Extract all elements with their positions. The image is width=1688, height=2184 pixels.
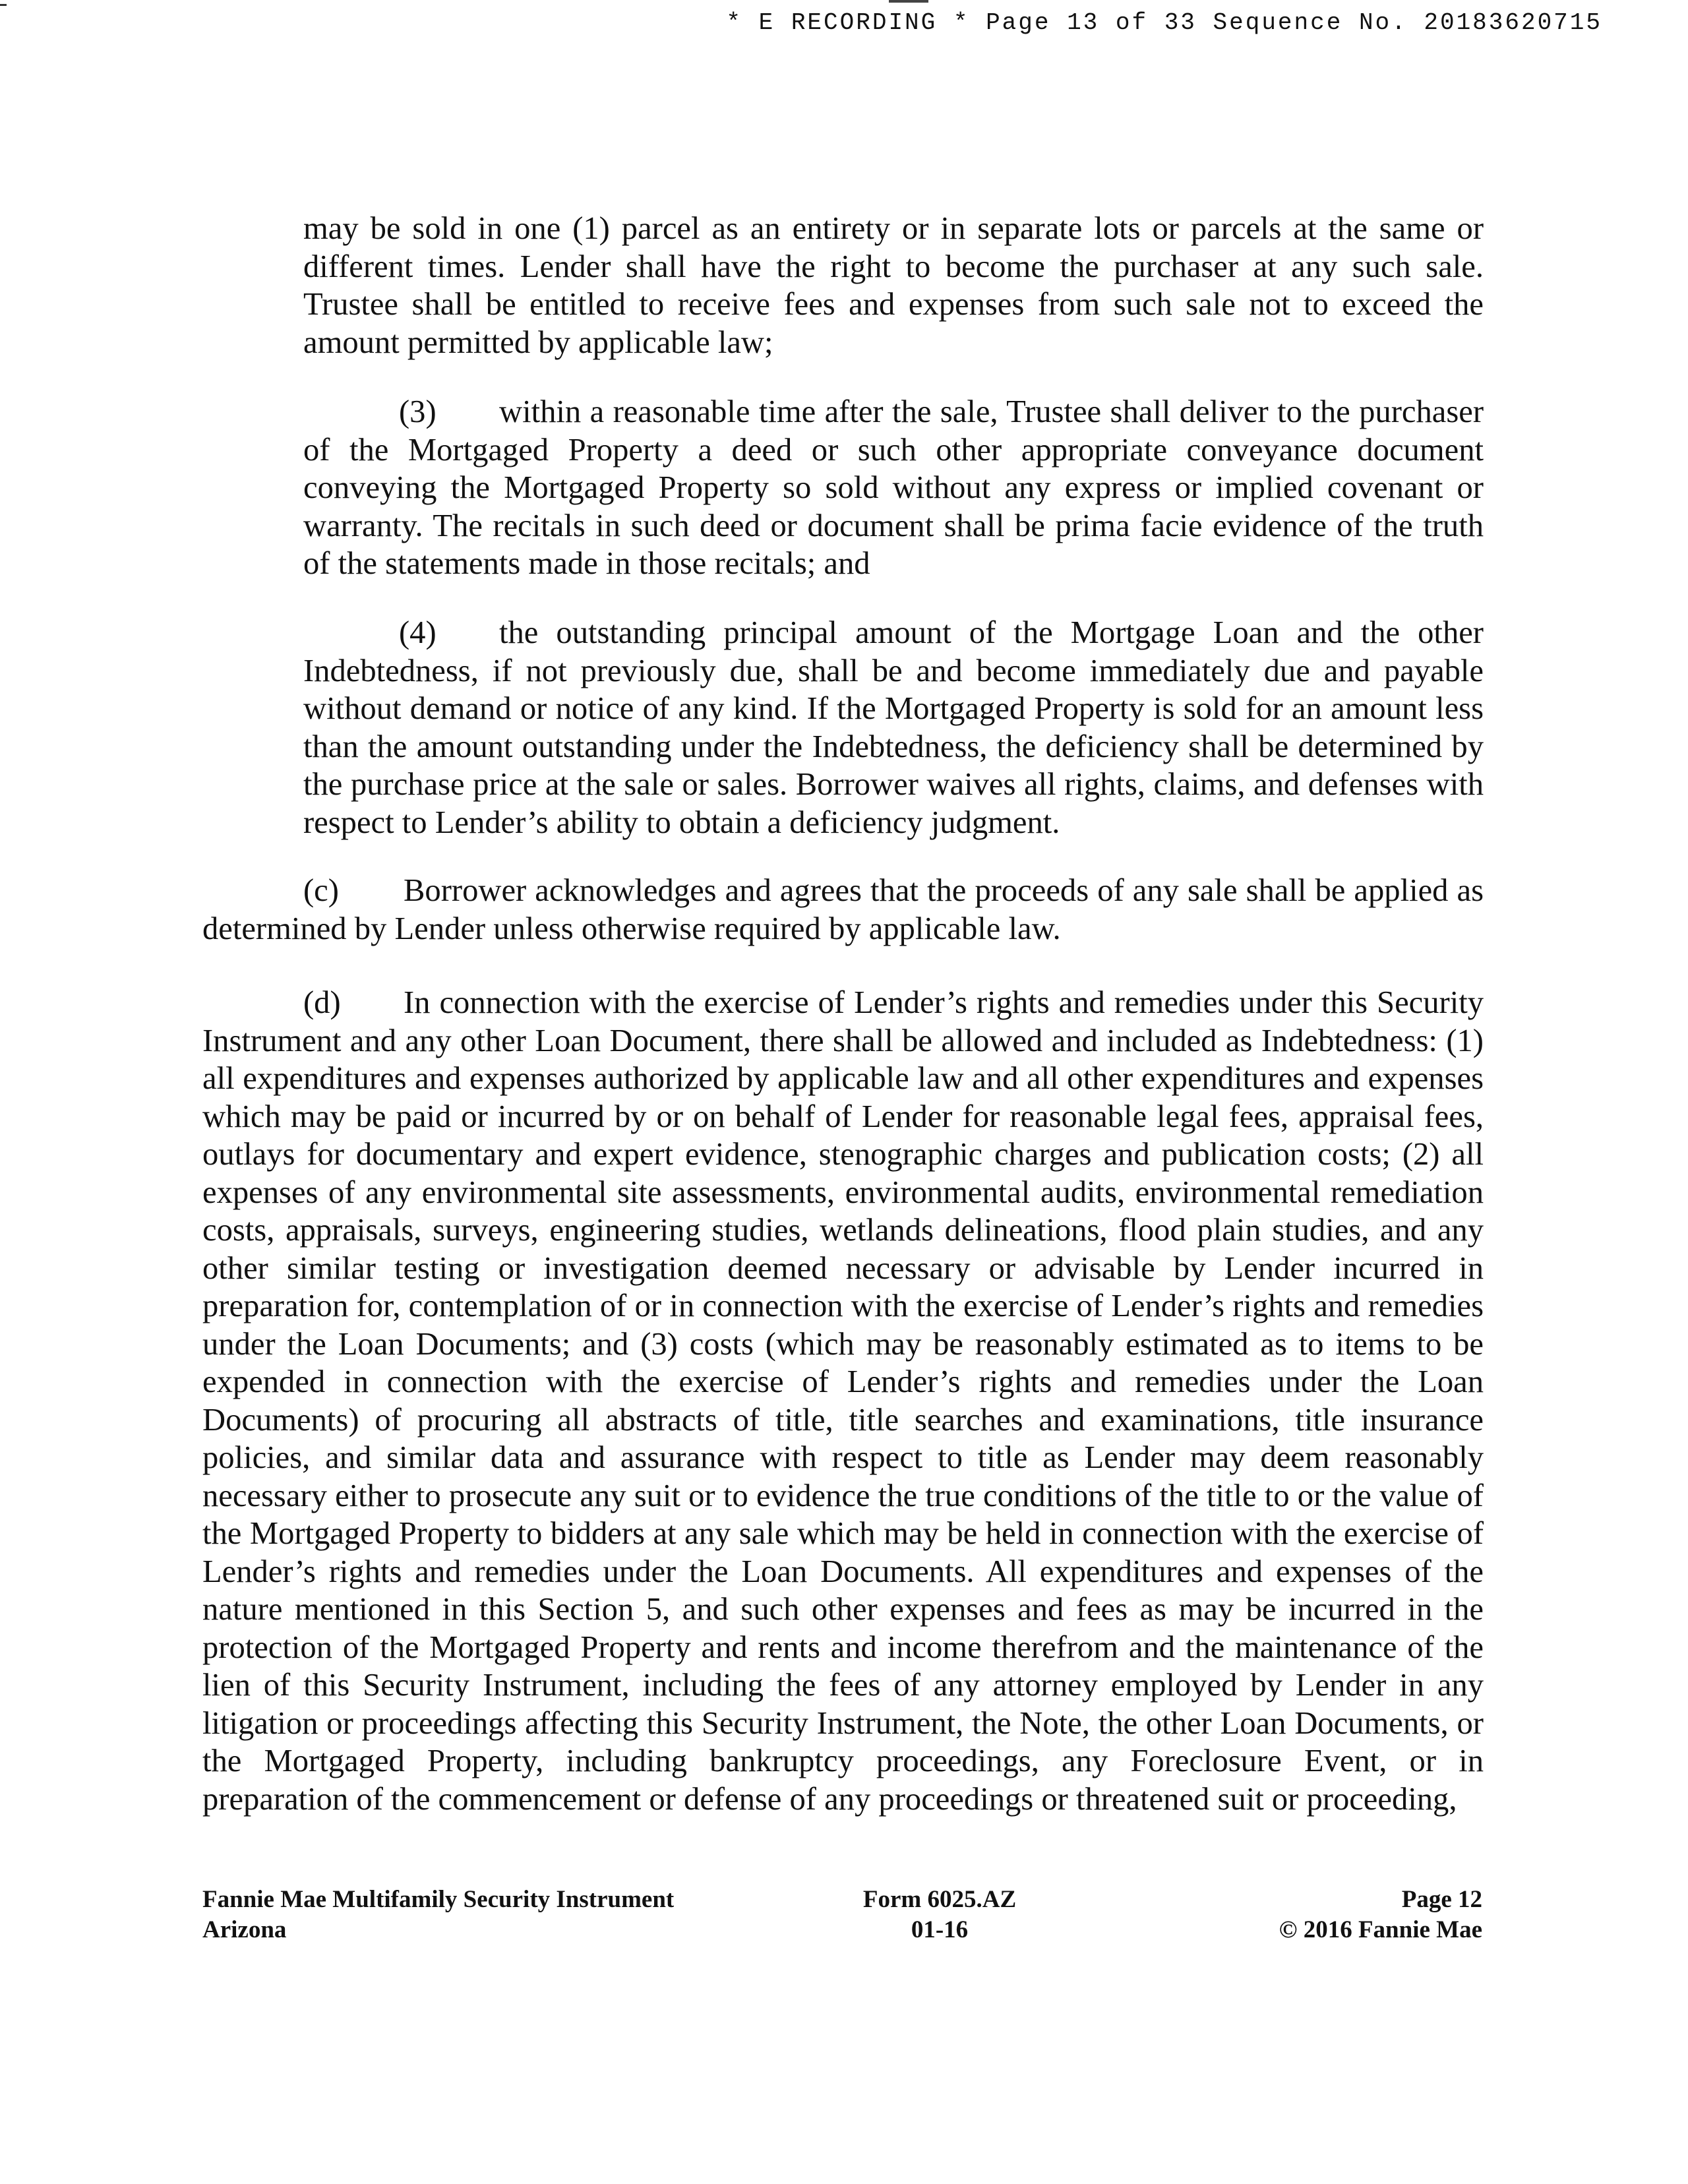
footer-form-line1: Form 6025.AZ xyxy=(862,1886,1017,1913)
footer-copyright: © 2016 Fannie Mae xyxy=(1279,1916,1482,1943)
item-3-text: within a reasonable time after the sale, Trustee shall deliver to the purchaser of the Mortgaged Property a deed or such other appropriate conveyance document conveying the Mortgaged Property so sold without any express or implied covenant or warranty. The recitals in such deed or document shall be prima facie evidence of the truth of the statements made in those recitals; and xyxy=(303,394,1484,581)
paragraph-item-4 xyxy=(303,614,1484,841)
paragraph-item-d xyxy=(202,984,1484,1818)
item-3-number: (3) xyxy=(399,394,437,429)
scan-artifact-mark xyxy=(889,0,928,3)
item-c-text: Borrower acknowledges and agrees that the proceeds of any sale shall be applied as determined by Lender unless otherwise required by applicable law. xyxy=(202,872,1484,946)
footer-document-title xyxy=(202,1885,674,1945)
footer-form-number xyxy=(841,1885,1039,1945)
item-4-text: the outstanding principal amount of the Mortgage Loan and the other Indebtedness, if not previously due, shall be and become immediately due and payable without demand or notice of any kind. If the Mortgaged Property is sold for an amount less than the amount outstanding under the Indebtedness, the deficiency shall be determined by the purchase price at the sale or sales. Borrower waives all rights, claims, and defenses with respect to Lender’s ability to obtain a deficiency judgment. xyxy=(303,615,1484,840)
paragraph-continuation: may be sold in one (1) parcel as an entirety or in separate lots or parcels at the same or different times. Lender shall have the right to become the purchaser at any such sale. Trustee shall be entitled to receive fees and expenses from such sale not to exceed the amount permitted by applicable law; xyxy=(303,210,1484,360)
paragraph-item-c xyxy=(202,872,1484,948)
footer-title-line2: Arizona xyxy=(202,1916,287,1943)
recording-stamp-header: * E RECORDING * Page 13 of 33 Sequence No. 20183620715 xyxy=(726,9,1602,36)
item-d-number: (d) xyxy=(303,985,341,1020)
footer-form-line2: 01-16 xyxy=(911,1916,969,1943)
item-4-number: (4) xyxy=(399,615,437,650)
item-c-number: (c) xyxy=(303,872,339,908)
scan-edge-mark xyxy=(0,4,7,6)
paragraph-item-3 xyxy=(303,393,1484,583)
item-d-text: In connection with the exercise of Lender’s rights and remedies under this Security Instrument and any other Loan Document, there shall be allowed and included as Indebtedness: (1) all expenditures and expenses authorized by applicable law and all other expenditures and expenses which may be paid or incurred by or on behalf of Lender for reasonable legal fees, appraisal fees, outlays for documentary and expert evidence, stenographic charges and publication costs; (2) all expenses of any environmental site assessments, environmental audits, environmental remediation costs, appraisals, surveys, engineering studies, wetlands delineations, flood plain studies, and any other similar testing or investigation deemed necessary or advisable by Lender incurred in preparation for, contemplation of or in connection with the exercise of Lender’s rights and remedies under the Loan Documents; and (3) costs (which may be reasonably estimated as to items to be expended in connection with the exercise of Lender’s rights and remedies under the Loan Documents) of procuring all abstracts of title, title searches and examinations, title insurance policies, and similar data and assurance with respect to title as Lender may deem reasonably necessary either to prosecute any suit or to evidence the true conditions of the title to or the value of the Mortgaged Property to bidders at any sale which may be held in connection with the exercise of Lender’s rights and remedies under the Loan Documents. All expenditures and expenses of the nature mentioned in this Section 5, and such other expenses and fees as may be incurred in the protection of the Mortgaged Property and rents and income therefrom and the maintenance of the lien of this Security Instrument, including the fees of any attorney employed by Lender in any litigation or proceedings affecting this Security Instrument, the Note, the other Loan Documents, or the Mortgaged Property, including bankruptcy proceedings, any Foreclosure Event, or in preparation of the commencement or defense of any proceedings or threatened suit or proceeding, xyxy=(202,985,1484,1817)
footer-page-number xyxy=(1279,1885,1482,1945)
footer-page-line1: Page 12 xyxy=(1401,1886,1482,1913)
footer-title-line1: Fannie Mae Multifamily Security Instrument xyxy=(202,1886,675,1913)
